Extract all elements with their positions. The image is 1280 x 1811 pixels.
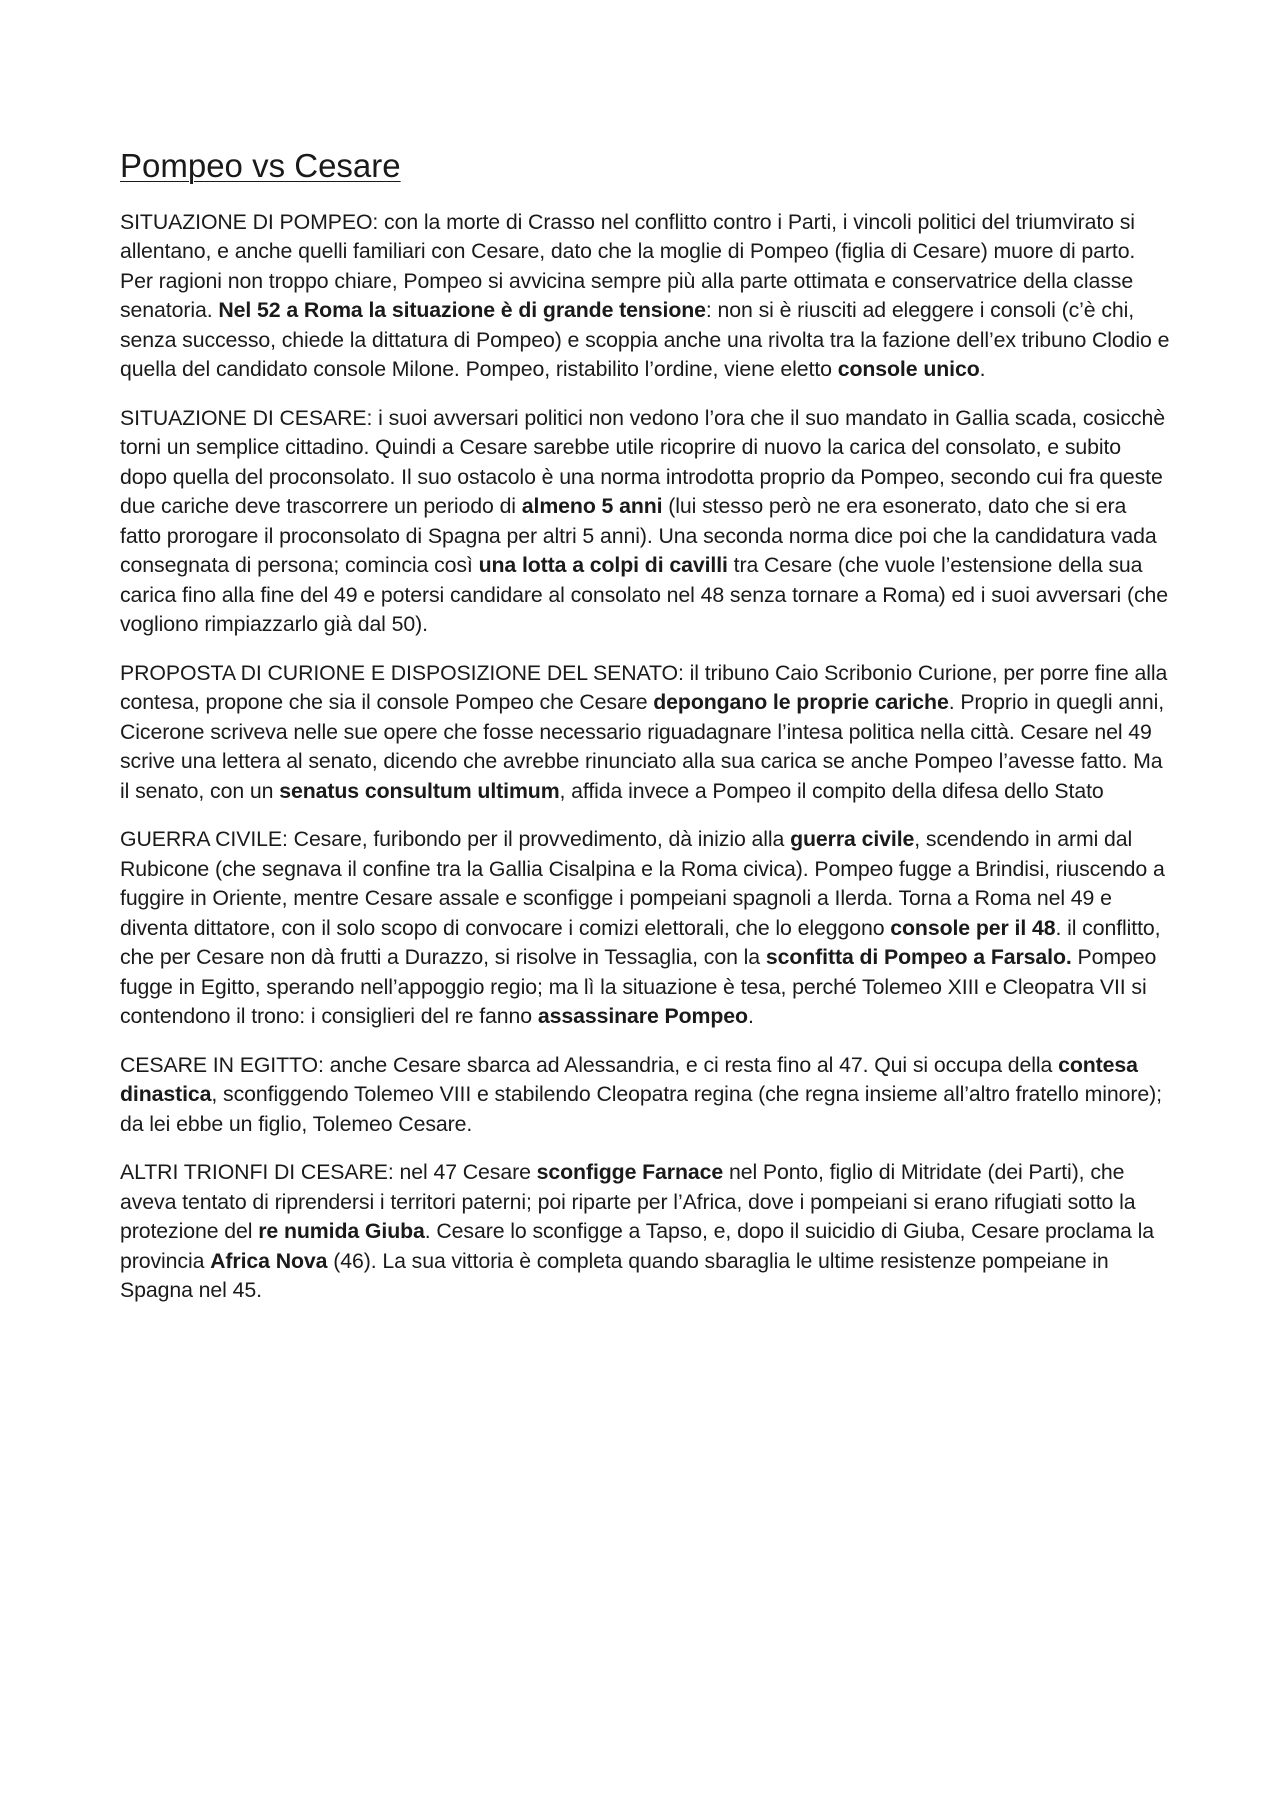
bold-text-run: assassinare Pompeo xyxy=(537,1004,748,1029)
document-page xyxy=(120,146,1170,1325)
paragraph xyxy=(120,659,1170,807)
bold-text-run: depongano le proprie cariche xyxy=(653,690,949,715)
bold-text-run: Nel 52 a Roma la situazione è di grande tensione xyxy=(218,298,706,323)
bold-text-run: console per il 48 xyxy=(890,915,1056,940)
paragraph xyxy=(120,825,1170,1032)
text-run: Pompeo fugge in Egitto, sperando nell’appoggio regio; ma lì la situazione è tesa, perché Tolemeo XIII e Cleopatra VII si contendono il trono: i consiglieri del re fanno xyxy=(120,945,1157,1029)
text-run: , scendendo in armi dal Rubicone (che segnava il confine tra la Gallia Cisalpina e la Roma civica). Pompeo fugge a Brindisi, riuscendo a fuggire in Oriente, mentre Cesare assale e sconfigge i pompeiani spagnoli a Ilerda. Torna a Roma nel 49 e diventa dittatore, con il solo scopo di convocare i comizi elettorali, che lo eleggono xyxy=(120,827,1165,940)
paragraph xyxy=(120,208,1170,385)
text-run: SITUAZIONE DI CESARE: i suoi avversari politici non vedono l’ora che il suo mandato in Gallia scada, cosicchè torni un semplice cittadino. Quindi a Cesare sarebbe utile ricoprire di nuovo la carica del consolato, e subito dopo quella del proconsolato. Il suo ostacolo è una norma introdotta proprio da Pompeo, secondo cui fra queste due cariche deve trascorrere un periodo di xyxy=(120,405,1165,519)
text-run: , affida invece a Pompeo il compito della difesa dello Stato xyxy=(559,778,1104,803)
text-run: nel Ponto, figlio di Mitridate (dei Parti), che aveva tentato di riprendersi i territori paterni; poi riparte per l’Africa, dove i pompeiani si erano rifugiati sotto la protezione del xyxy=(120,1160,1136,1244)
bold-text-run: una lotta a colpi di cavilli xyxy=(478,553,728,578)
bold-text-run: console unico xyxy=(837,357,980,382)
bold-text-run: contesa dinastica xyxy=(120,1052,1138,1107)
text-run: : non si è riusciti ad eleggere i consoli (c’è chi, senza successo, chiede la dittatura di Pompeo) e scoppia anche una rivolta tra la fazione dell’ex tribuno Clodio e quella del candidato console Milone. Pompeo, ristabilito l’ordine, viene eletto xyxy=(120,298,1170,382)
bold-text-run: senatus consultum ultimum xyxy=(279,778,560,803)
text-run: SITUAZIONE DI POMPEO: con la morte di Crasso nel conflitto contro i Parti, i vincoli politici del triumvirato si allentano, e anche quelli familiari con Cesare, dato che la moglie di Pompeo (figlia di Cesare) muore di parto. Per ragioni non troppo chiare, Pompeo si avvicina sempre più alla parte ottimata e conservatrice della classe senatoria. xyxy=(120,209,1136,323)
text-run: . xyxy=(979,357,986,382)
text-run: . Cesare lo sconfigge a Tapso, e, dopo il suicidio di Giuba, Cesare proclama la provincia xyxy=(120,1219,1154,1273)
text-run: tra Cesare (che vuole l’estensione della sua carica fino alla fine del 49 e potersi candidare al consolato nel 48 senza tornare a Roma) ed i suoi avversari (che vogliono rimpiazzarlo già dal 50). xyxy=(120,553,1169,637)
text-run: . xyxy=(747,1004,754,1029)
bold-text-run: sconfigge Farnace xyxy=(536,1160,724,1185)
paragraph xyxy=(120,404,1170,640)
text-run: ALTRI TRIONFI DI CESARE: nel 47 Cesare xyxy=(120,1160,537,1185)
text-run: , sconfiggendo Tolemeo VIII e stabilendo Cleopatra regina (che regna insieme all’altro fratello minore); da lei ebbe un figlio, Tolemeo Cesare. xyxy=(120,1082,1162,1136)
bold-text-run: sconfitta di Pompeo a Farsalo. xyxy=(765,945,1072,970)
paragraph xyxy=(120,1051,1170,1140)
bold-text-run: almeno 5 anni xyxy=(521,494,663,519)
text-run: (lui stesso però ne era esonerato, dato che si era fatto prorogare il proconsolato di Spagna per altri 5 anni). Una seconda norma dice poi che la candidatura vada consegnata di persona; comincia così xyxy=(120,494,1157,578)
bold-text-run: re numida Giuba xyxy=(258,1219,425,1244)
text-run: (46). La sua vittoria è completa quando sbaraglia le ultime resistenze pompeiane in Spagna nel 45. xyxy=(120,1248,1109,1303)
text-run: PROPOSTA DI CURIONE E DISPOSIZIONE DEL SENATO: il tribuno Caio Scribonio Curione, per porre fine alla contesa, propone che sia il console Pompeo che Cesare xyxy=(120,660,1168,715)
document-body xyxy=(120,208,1170,1306)
document-title: Pompeo vs Cesare xyxy=(120,147,401,184)
text-run: . il conflitto, che per Cesare non dà frutti a Durazzo, si risolve in Tessaglia, con la xyxy=(120,915,1161,970)
text-run: GUERRA CIVILE: Cesare, furibondo per il provvedimento, dà inizio alla xyxy=(120,827,791,852)
paragraph xyxy=(120,1158,1170,1306)
text-run: CESARE IN EGITTO: anche Cesare sbarca ad Alessandria, e ci resta fino al 47. Qui si occupa della xyxy=(120,1052,1059,1077)
bold-text-run: guerra civile xyxy=(790,827,915,852)
bold-text-run: Africa Nova xyxy=(210,1248,328,1273)
text-run: . Proprio in quegli anni, Cicerone scriveva nelle sue opere che fosse necessario riguadagnare l’intesa politica nella città. Cesare nel 49 scrive una lettera al senato, dicendo che avrebbe rinunciato alla sua carica se anche Pompeo l’avesse fatto. Ma il senato, con un xyxy=(120,690,1165,803)
